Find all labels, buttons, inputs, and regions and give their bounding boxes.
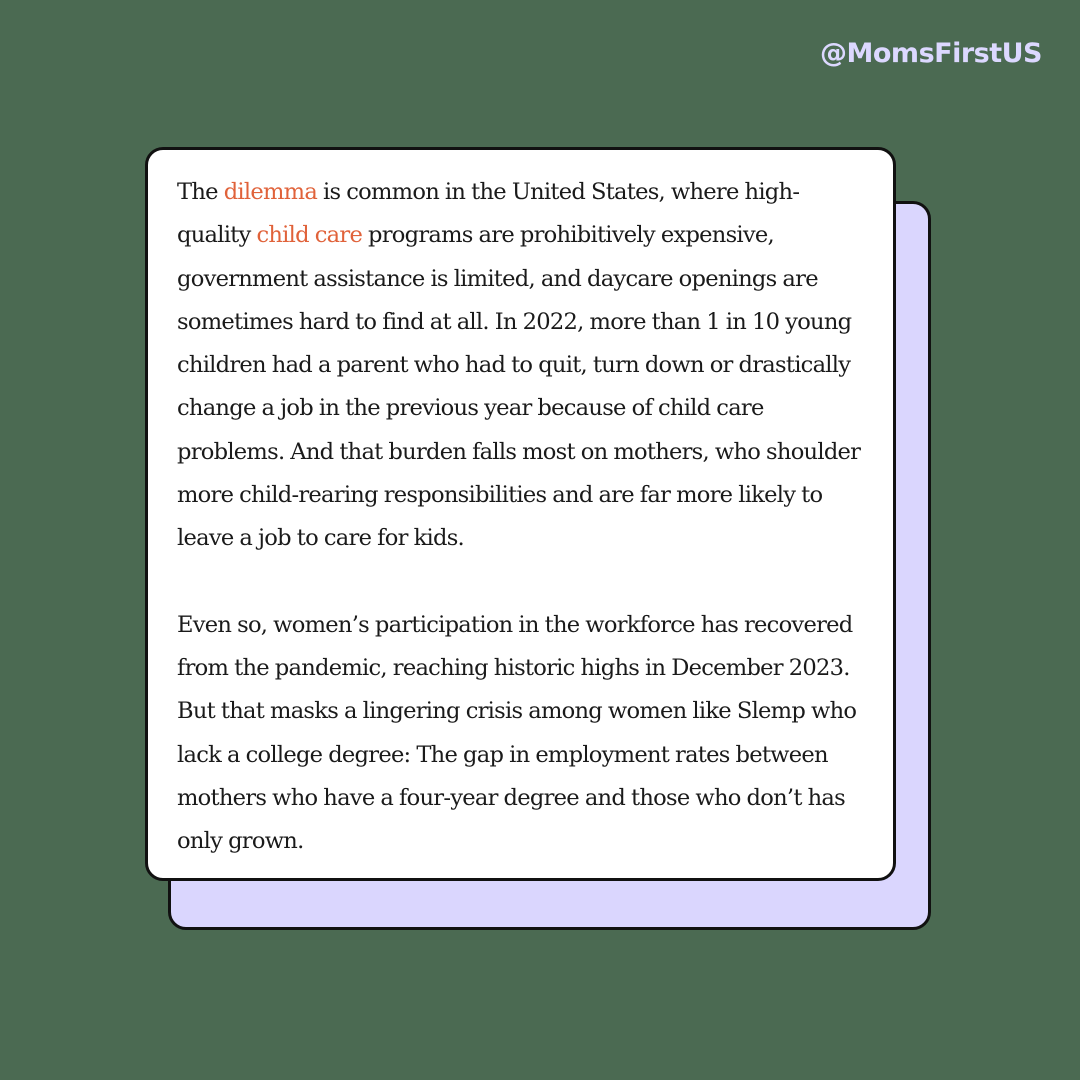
- text-card: [145, 147, 896, 881]
- child-care-link[interactable]: child care: [256, 222, 363, 249]
- account-handle: @MomsFirstUS: [820, 38, 1042, 69]
- paragraph-1: [177, 171, 865, 561]
- paragraph-1-text-1: The: [177, 179, 224, 205]
- paragraph-1-text-3: programs are prohibitively expensive, government assistance is limited, and daycare openings are sometimes hard to find at all. In 2022, more than 1 in 10 young children had a parent who had to quit, turn down or drastically change a job in the previous year because of child care problems. And that burden falls most on mothers, who shoulder more child-rearing responsibilities and are far more likely to leave a job to care for kids.: [177, 222, 861, 552]
- paragraph-2: Even so, women’s participation in the workforce has recovered from the pandemic, reaching historic highs in December 2023. But that masks a lingering crisis among women like Slemp who lack a college degree: The gap in employment rates between mothers who have a four-year degree and those who don’t has only grown.: [177, 611, 857, 855]
- dilemma-link[interactable]: dilemma: [223, 179, 318, 205]
- paragraph-1-text-2: is common in the United States, where high-quality: [177, 179, 800, 249]
